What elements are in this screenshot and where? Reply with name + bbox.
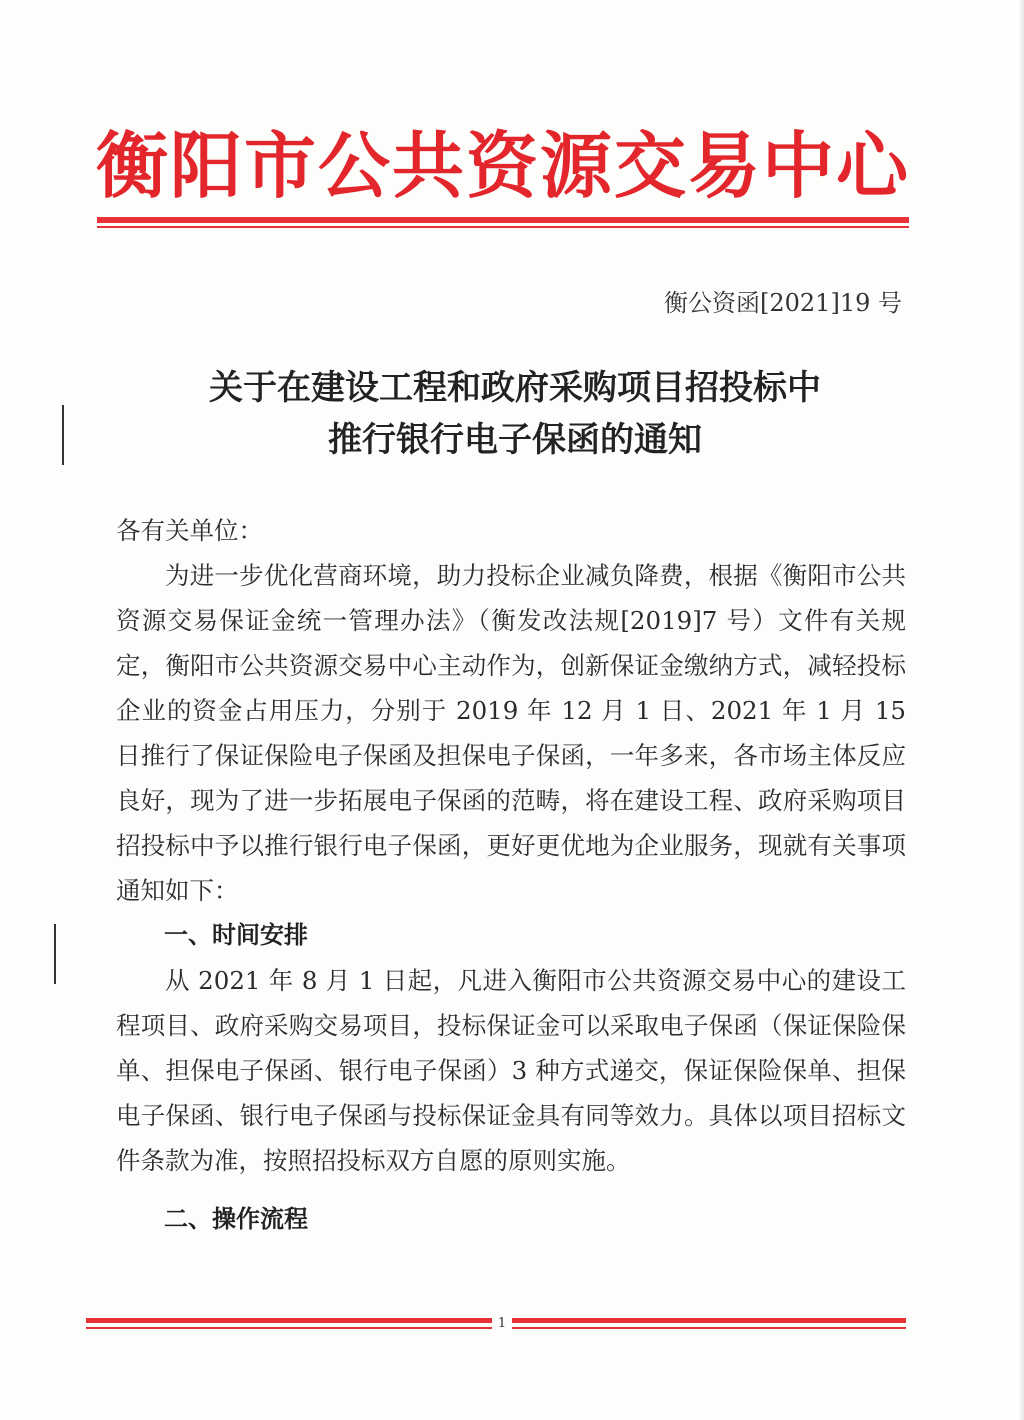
paragraph-schedule: 从 2021 年 8 月 1 日起，凡进入衡阳市公共资源交易中心的建设工程项目、政府采购交易项目，投标保证金可以采取电子保函（保证保险保单、担保电子保函、银行电子保函）3 种方式递交，保证保险保单、担保电子保函、银行电子保函与投标保证金具有同等效力。具体以项目招标文件条款为准，按照招投标双方自愿的原则实施。: [116, 966, 906, 1175]
salutation: 各有关单位：: [116, 516, 263, 545]
section-heading-schedule: 一、时间安排: [164, 921, 308, 949]
document-title-line-1: 关于在建设工程和政府采购项目招投标中: [209, 368, 821, 408]
header-red-rule: [97, 217, 909, 223]
document-number: 衡公资函[2021]19 号: [664, 289, 902, 317]
header-red-rule-thin: [97, 226, 909, 228]
section-heading-process: 二、操作流程: [164, 1205, 308, 1233]
document-title: [120, 362, 910, 466]
binding-mark-upper: [62, 405, 64, 465]
organization-header: 衡阳市公共资源交易中心: [96, 123, 911, 208]
scan-edge-shadow: [1018, 0, 1024, 1420]
document-body: [116, 508, 906, 1242]
document-title-line-2: 推行银行电子保函的通知: [328, 420, 702, 460]
page-number: 1: [492, 1316, 512, 1331]
binding-mark-lower: [54, 924, 56, 984]
paragraph-intro: 为进一步优化营商环境，助力投标企业减负降费，根据《衡阳市公共资源交易保证金统一管理办法》（衡发改法规[2019]7 号）文件有关规定，衡阳市公共资源交易中心主动作为，创新保证金缴纳方式，减轻投标企业的资金占用压力，分别于 2019 年 12 月 1 日、2021 年 1 月 15 日推行了保证保险电子保函及担保电子保函，一年多来，各市场主体反应良好，现为了进一步拓展电子保函的范畴，将在建设工程、政府采购项目招投标中予以推行银行电子保函，更好更优地为企业服务，现就有关事项通知如下：: [116, 561, 906, 905]
